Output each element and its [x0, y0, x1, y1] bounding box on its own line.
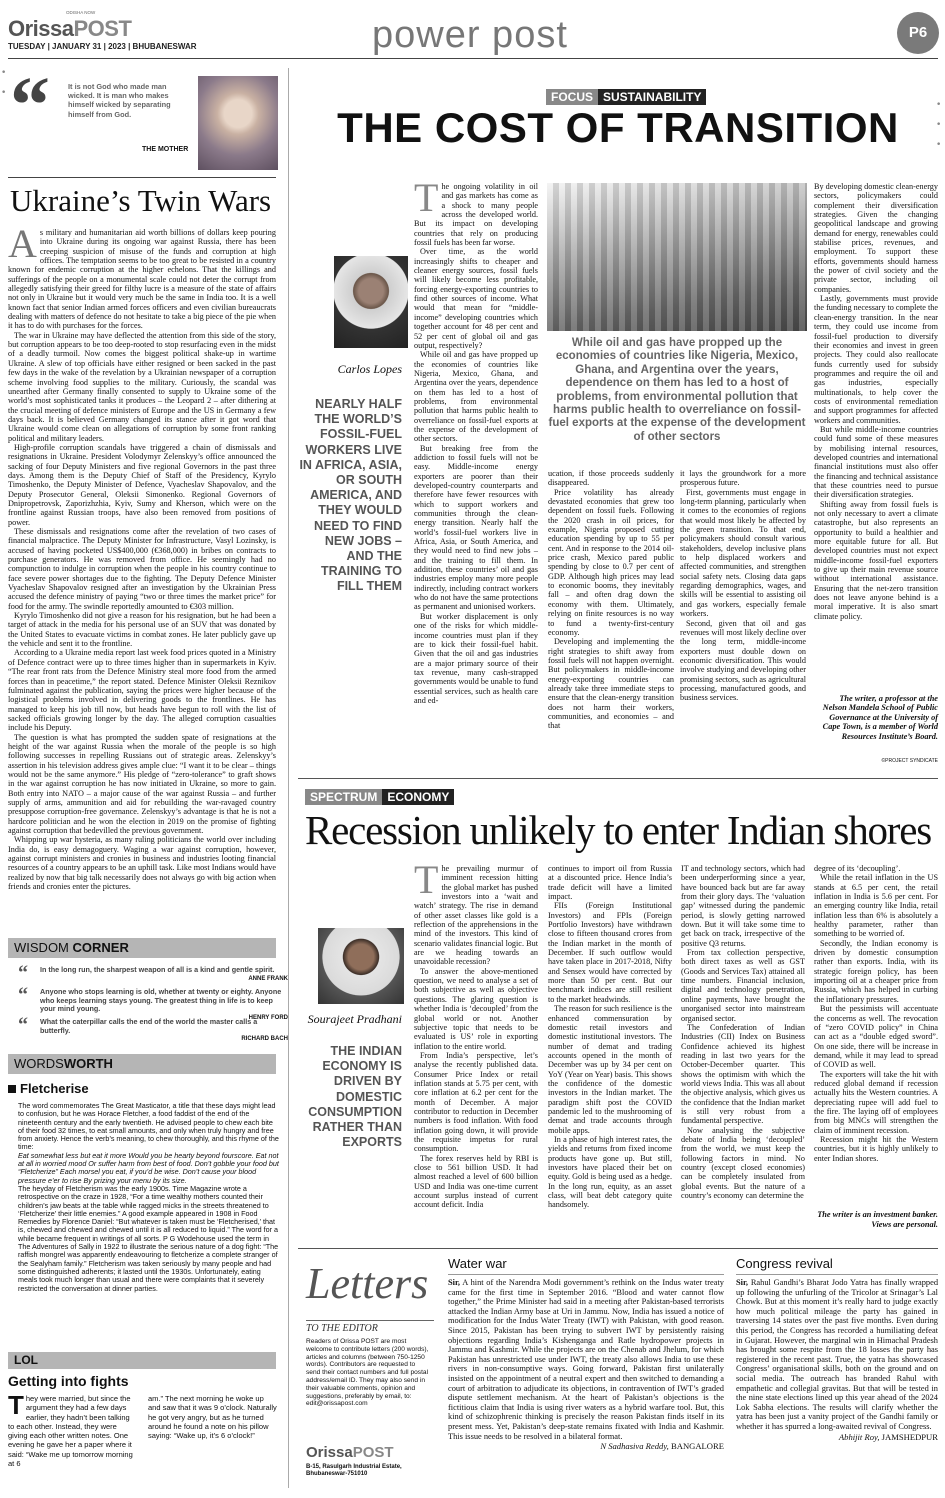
wisdom-quote-text: What the caterpillar calls the end of the world the master calls a butterfly. — [40, 1017, 258, 1035]
letter-signer: N Sadhasiva Reddy, — [600, 1441, 669, 1452]
wisdom-quote-author: RICHARD BACH — [241, 1036, 288, 1043]
focus-dropcap: T — [414, 182, 439, 220]
editorial-paragraph: Kyrylo Timoshenko did not give a reason for his resignation, but he had been a target of attack in the media for his personal use of an SUV that was donated by the United States to evacuate victims in combat zones. He later publicly gave up the vehicle and sent it to the frontline. — [8, 611, 276, 649]
focus-paragraph: Second, given that oil and gas revenues will most likely decline over the long term, middle-income exporters must double down on economic diversification. This would involve studying and developing other promising sectors, such as agricultural processing, manufactured goods, and business services. — [680, 618, 806, 703]
spectrum-col-4 — [814, 864, 938, 1202]
focus-paragraph: Developing and implementing the right strategies to shift away from fossil fuels will not happen overnight. But policymakers in middle-income energy-exporting countries can already take three immediate steps to ensure that the clean-energy transition does not harm their workers, communities, and economies – and that — [548, 637, 674, 731]
focus-paragraph: Price volatility has already devastated economies that grew too dependent on fossil fuels. Following the 2020 crash in oil prices, for example, Nigeria proposed cutting education spending by up to 55 per cent. And in response to the 2014 oil-price crash, Mexico pared public spending by close to 0.7 per cent of GDP. Although high prices may lead to economic booms, they inevitably fall – and often drag down the economy with them. Ultimately, relying on finite resources is no way to fund a twenty-first-century economy. — [548, 487, 674, 637]
letter-water-war — [448, 1256, 724, 1488]
wisdom-quote — [18, 962, 288, 984]
focus-paragraph: it lays the groundwork for a more prosperous future. — [680, 469, 806, 488]
focus-paragraph: But worker displacement is only one of the risks for which middle-income countries must plan if they are to kick their fossil-fuel habit. Given that the oil and gas industries are a major primary source of their tax revenue, many cash-strapped governments would be unable to fund essential services, such as health care and ed- — [414, 611, 538, 705]
masthead-divider — [8, 58, 938, 59]
letters-info: Readers of Orissa POST are most welcome to contribute letters (200 words), articles and columns (between 750-1250 words). Contributors are requested to send their contact numbers and full postal address/email ID. They may also send in their valuable comments, opinion and suggestions, preferably by email, to: edit@orissapost.com — [306, 1338, 429, 1408]
letter-signature — [448, 1441, 724, 1451]
editorial-dropcap: A — [8, 228, 37, 266]
spectrum-kicker-b: ECONOMY — [382, 789, 454, 805]
spectrum-paragraph: From India’s perspective, let’s analyse the recently published data. Consumer Price Index or retail inflation stands at 5.75 per cent, with core inflation at 6.2 per cent for the month of December. A major contributor to reduction in December numbers is food inflation. With food inflation going down, it will provide the requisite impetus for rural consumption. — [414, 1050, 538, 1154]
date-line: TUESDAY | JANUARY 31 | 2023 | BHUBANESWAR — [8, 42, 197, 51]
spectrum-col-1 — [414, 864, 538, 1244]
wordsworth-word-text: Fletcherise — [20, 1081, 89, 1096]
focus-paragraph: While oil and gas have propped up the economies of countries like Nigeria, Mexico, Ghana, and Argentina over the years, dependence on them has led to a host of problems, from environmental pollution that harms public health to overreliance on fossil-fuel exports at the expense of the development of other sectors. — [414, 350, 538, 444]
spectrum-paragraph: The forex reserves held by RBI is close to 561 billion USD. It had almost reached a level of 600 billion USD and India was one-time current account surplus instead of current account deficit. India — [414, 1153, 538, 1210]
carlos-lopes-photo — [334, 256, 408, 348]
editorial-paragraph: Whipping up war hysteria, as many ruling politicians the world over including India do, is easy demagoguery. Waging a war against corruption, however, against corrupt ministers and cronies in business and industries looting financial resources of a country appears to be an uphill task. Like most Indians would have realized by now that big talk necessarily does not always go with big action when friends and cronies enter the pictures. — [8, 835, 276, 892]
letter-place: JAMSHEDPUR — [881, 1431, 938, 1442]
focus-col-2 — [548, 469, 674, 769]
letter-signer: Abhijit Roy, — [838, 1431, 880, 1442]
sourajeet-pradhani-photo — [318, 928, 404, 1004]
masthead-logo[interactable] — [8, 16, 131, 42]
editorial-paragraph: The war in Ukraine may have deflected the attention from this side of the story, but corruption appears to be too deep-rooted to stop resurfacing even in the midst of a deadly turmoil. Now comes the biggest political shake-up in wartime Ukraine. A slew of top officials have either resigned or been sacked in the past few days in the wake of the revelation by a Ukrainian newspaper of a corruption scheme involving food supplies to the military. Curiously, the scandal was unearthed after Germany finally consented to supply to Ukraine some of the world’s most sophisticated tanks it produces – the Leopard 2 – after dithering at the crucial meeting of defence ministers of Europe and the US in Germany a few days back. It is believed Germany changed its stance after it got word that Ukraine would come clean on allegations of corruption by some front ranking political and military leaders. — [8, 330, 276, 443]
wordsworth-title-bold: WORTH — [63, 1056, 113, 1071]
editorial-body — [8, 228, 276, 928]
letters-logo-main: Orissa — [306, 1444, 353, 1461]
lol-dropcap: T — [8, 1394, 24, 1420]
letters-logo — [306, 1444, 394, 1461]
spectrum-paragraph: degree of its ‘decoupling’. — [814, 864, 901, 873]
section-divider — [298, 778, 938, 779]
focus-col-3 — [680, 469, 806, 769]
letters-address: B-15, Rasulgarh Industrial Estate, Bhubaneswar-751010 — [306, 1464, 402, 1478]
wisdom-quote-author: HENRY FORD — [248, 1014, 288, 1021]
wordsworth-body — [18, 1102, 280, 1344]
focus-paragraph: But breaking free from the addiction to fossil fuels will not be easy. Middle-income energy exporters are poorer than their developed-country counterparts and therefore have fewer resources with which to support workers and communities through the clean-energy transition. Nearly half the world’s fossil-fuel workers live in Africa, Asia, or South America, and they would need to find new jobs – and the training to fill them. In addition, these countries’ oil and gas industries employ many more people indirectly, including contract workers who do not have the same protections as permanent and unionised workers. — [414, 443, 538, 612]
wisdom-corner — [8, 962, 288, 1043]
focus-headline: THE COST OF TRANSITION — [337, 104, 899, 151]
letter-salutation: Sir, — [448, 1278, 461, 1287]
letter-title: Water war — [448, 1256, 724, 1275]
wordsworth-title-light: WORDS — [14, 1056, 64, 1071]
wordsworth-text: The word commemorates The Great Masticator, a title that these days might lead to confusion, but he was Horace Fletcher, a food faddist of the end of the nineteenth century and the early twentieth. He advised people to chew each bite of their food 32 times, to eat small amounts, and only when truly hungry and free from anxiety. Hence the verb’s meaning, to chew thoroughly, and this rhyme of the time: — [18, 1102, 279, 1152]
focus-kicker-a: FOCUS — [546, 89, 598, 105]
focus-paragraph: Over time, as the world increasingly shifts to cheaper and cleaner energy sources, fossil fuels will likely become less profitable, forcing energy-exporting countries to find other sources of income. What would that mean for “middle-income” developing countries which together account for 48 per cent and 52 per cent of global oil and gas output, respectively? — [414, 247, 538, 350]
focus-writer-note: The writer, a professor at the Nelson Mandela School of Public Governance at the University of Cape Town, is a member of World Resources Institute’s Board. — [822, 694, 938, 741]
letters-box — [298, 1256, 436, 1488]
editorial-paragraph: High-profile corruption scandals have triggered a chain of dismissals and resignations in Ukraine. President Volodymyr Zelenskyy’s office announced the sacking of four Deputy Ministers and five regional Governors in the past three days. Among them is the Deputy Chief of Staff of the Presidency, Kyrylo Timoshenko, the Deputy Minister of Defence, Vyacheslav Shapovalov, and the Deputy Prosecutor General, Oleksii Simonenko. Regional Governors of Dnipropetrovsk, Zaporizhzhia, Kyiv, Sumy and Kherson, which were on the frontline against Russian troops, have also been removed from positions of power. — [8, 442, 276, 527]
wisdom-quote-text: Anyone who stops learning is old, whether at twenty or eighty. Anyone who keeps learning stays young. The greatest thing in life is to keep your mind young. — [40, 987, 282, 1014]
spectrum-paragraph: FIIs (Foreign Institutional Investors) and FPIs (Foreign Portfolio Investors) have withdrawn close to fifteen thousand crores from the Indian market in the month of December. If such outflow would have taken place in 2017-2018, Nifty and Sensex would have corrected by more than 50 per cent. But our benchmark indices are still resilient to the market headwinds. — [548, 901, 672, 1004]
focus-col-4 — [814, 182, 938, 672]
spectrum-writer-note: The writer is an investment banker. Views are personal. — [817, 1210, 938, 1229]
lol-col-1 — [8, 1394, 138, 1490]
lol-text-2: am.” The next morning he woke up and saw that it was 9 o’clock. Naturally he got very angry, but as he turned around he found a note on his pillow saying: “Wake up, it’s 6 o’clock!” — [148, 1394, 277, 1441]
spectrum-kicker-a: SPECTRUM — [305, 789, 382, 805]
spectrum-paragraph: The exporters will take the hit with reduced global demand if recession actually hits the Western countries. A depreciating rupee will add fuel to the fire. The laying off of employees from big MNCs will strengthen the claim of imminent recession. — [814, 1069, 938, 1135]
wordsworth-header — [8, 1054, 276, 1074]
quote-mark-icon: “ — [18, 962, 28, 984]
wordsworth-word — [8, 1081, 89, 1096]
quote-mark-icon: “ — [10, 62, 50, 150]
wisdom-corner-header — [8, 938, 276, 958]
focus-paragraph: Lastly, governments must provide the funding necessary to complete the clean-energy transition. In the near term, they could use income from fossil-fuel production to diversify their economies and invest in green projects. They could also reallocate funds currently used for subsidy programmes and require the oil and gas industries, especially multinationals, to help cover the costs of environmental remediation and support programmes for affected workers and communities. — [814, 294, 938, 425]
editorial-paragraph: These dismissals and resignations come after the revelation of two cases of financial malpractice. The Deputy Minister for Infrastructure, Vasyl Lozinsky, is accused of having pocketed US$400,000 (€368,000) in bribes on contracts to purchase generators. He was removed from office. He seemingly had no compunction to indulge in corruption when the people in his country continue to face severe power shortages due to the fighting. The Deputy Defence Minister Vyacheslav Shapovalov resigned after an investigation by the Ukrainian Press accused the defence ministry of paying “two or three times the market price” for food for the army. The swindle reportedly amounted to €303 million. — [8, 527, 276, 611]
lol-header — [8, 1352, 276, 1369]
focus-kicker — [546, 86, 706, 105]
quote-author: THE MOTHER — [142, 146, 189, 153]
spectrum-author: Sourajeet Pradhani — [307, 1012, 402, 1026]
focus-paragraph: ucation, if those proceeds suddenly disappeared. — [548, 469, 674, 488]
focus-paragraph: But while middle-income countries could fund some of these measures by mobilising internal resources, developed countries and international financial institutions must also offer the financing and technical assistance that these countries need to pursue their diversification strategies. — [814, 424, 938, 500]
spectrum-headline: Recession unlikely to enter Indian shores — [305, 807, 931, 853]
wisdom-quote-author: ANNE FRANK — [248, 975, 288, 982]
column-divider — [288, 68, 289, 1488]
letters-subtitle: TO THE EDITOR — [306, 1320, 434, 1334]
spectrum-pullquote: THE INDIAN ECONOMY IS DRIVEN BY DOMESTIC CONSUMPTION RATHER THAN EXPORTS — [308, 1044, 402, 1150]
page-number: P6 — [908, 24, 928, 41]
spectrum-paragraph: But the pessimists will accentuate the concerns as well. The revocation of “zero COVID policy” in China can act as a “double edged sword”. On one side, there will be increase in demand, while it may lead to spread of COVID as well. — [814, 1004, 938, 1070]
spectrum-paragraph: he prevailing murmur of imminent recession hitting the global market has pushed investors into a ‘wait and watch’ strategy. The rise in demand of other asset classes like gold is a reflection of the apprehensions in the mind of the investors. This kind of scenario validates financial logic. But are we heading towards an unavoidable recession? — [414, 864, 538, 967]
focus-paragraph: Shifting away from fossil fuels is not only necessary to avert a climate catastrophe, but also represents an opportunity to build a healthier and more equitable future for all. But developed countries must not expect middle-income fossil-fuel exporters to give up their main revenue source without international assistance. Ensuring that the net-zero transition does not leave anyone behind is a moral imperative. It is also smart climate policy. — [814, 499, 938, 621]
lol-label: LOL — [14, 1353, 38, 1367]
spectrum-paragraph: The reason for such resilience is the enhanced commensuration by domestic retail investors and domestic institutional investors. The number of demat and trading accounts opened in the month of December was up by 34 per cent on YoY (Year on Year) basis. This shows the confidence of the domestic investors in the Indian market. The paradigm shift post the COVID pandemic led to the mushrooming of demat and trade accounts through mobile apps. — [548, 1004, 672, 1135]
logo-main: Orissa — [8, 16, 74, 41]
right-edge-marks: • • • — [936, 100, 942, 150]
letter-salutation: Sir, — [736, 1278, 749, 1287]
spectrum-kicker — [305, 786, 454, 805]
editorial-paragraph: s military and humanitarian aid worth billions of dollars keep pouring into Ukraine during its ongoing war against Russia, there has been creeping suspicion of misuse of the funds and corruption at high offices. The temptation seems to be too great to be resisted in a country known for endemic corruption at the higher echelons. That the killings and sufferings of the people on a monumental scale could not deter the corrupt from allegedly satisfying their greed for filthy lucre is a measure of the state of affairs not only in Ukraine but it would very much be the same in India too. It is a well known fact that senior Indian armed forces officers and even civilian bureaucrats dealing with matters of defence do not hesitate to take a big piece of the pie when it has to do with purchases for the forces. — [8, 228, 276, 331]
lol-col-2 — [148, 1394, 278, 1490]
spectrum-paragraph: continues to import oil from Russia at a discounted price. Hence India’s trade deficit will have a limited impact. — [548, 864, 672, 902]
spectrum-paragraph: The Confederation of Indian Industries (CII) Index on Business Confidence achieved its highest reading in last two years for the October-December quarter. This shows the optimism with which the world views India. This was all about the objective analysis, which gives us the confidence that the Indian market is still very robust from a fundamental perspective. — [681, 1022, 805, 1126]
wordsworth-rhyme: Eat somewhat less but eat it more Would you be hearty beyond fourscore. Eat not at all in worried mood Or suffer harm from best of food. Don’t gobble your food but “Fletcherize” Each morsel you eat, if you’d be wise. Don’t cause your blood pressure e’er to rise By prizing your menu by its size. — [18, 1150, 279, 1185]
letter-place: BANGALORE — [671, 1441, 724, 1452]
focus-paragraph: By developing domestic clean-energy sectors, policymakers could complement their diversification strategies. Given the changing geopolitical landscape and growing demand for energy, renewables could stabilise prices, revenues, and employment. To support these efforts, governments should harness the power of civil society and the private sector, including oil companies. — [814, 182, 938, 294]
focus-paragraph: he ongoing volatility in oil and gas markets has come as a shock to many people across the developed world. But its impact on developing countries that rely on producing fossil fuels has been far worse. — [414, 182, 538, 248]
letters-logo-bold: POST — [352, 1444, 394, 1461]
letter-body: A hint of the Narendra Modi government’s rethink on the Indus water treaty came for the first time in September 2016. “Blood and water cannot flow together,” the Prime Minister had said in a meeting after Pakistan-based terrorists attacked the Indian Army base at Uri in Jammu. Now, India has issued a notice of modification for the Indus Water Treaty (IWT) with Pakistan, with good reason. Since 2015, Pakistan has been trying to subvert IWT by persistently raising objections regarding India’s Kishenganga and Ratle hydropower projects in Jammu and Kashmir. While the projects are on the Chenab and Jhelum, for which Pakistan has unrestricted use under IWT, the treaty also allows India to use these rivers in non-consumptive ways. Going forward, Pakistan first unilaterally insisted on the appointment of a neutral expert and then switched to demanding a court of arbitration to adjudicate its objections, in contravention of IWT’s graded dispute settlement mechanism. At the heart of Pakistan’s objections is the fictitious claim that India is using river waters as a hybrid warfare tool. But, this kind of schizophrenic thinking is precisely the reason Pakistan finds itself in its present mess. Yet, Pakistan’s deep-state remains fixated with India and Kashmir. This issue needs to be resolved in a bilateral format. — [448, 1278, 724, 1441]
focus-author: Carlos Lopes — [337, 362, 402, 376]
quote-mark-icon: “ — [18, 984, 28, 1006]
editorial-headline: Ukraine’s Twin Wars — [10, 183, 272, 218]
quote-mark-icon: “ — [18, 1014, 28, 1036]
section-divider — [298, 1248, 938, 1249]
masthead — [0, 0, 945, 62]
letter-congress-revival — [736, 1256, 938, 1488]
letter-body: Rahul Gandhi’s Bharat Jodo Yatra has finally wrapped up following the unfurling of the Tricolor at Srinagar’s Lal Chowk. But at this moment it’s really hard to judge exactly how much political mileage the party has gained in traversing 14 states over the past five months. Even during this period, the Congress has recorded a humiliating defeat in Gujarat. However, the marginal win in Himachal Pradesh has brought some respite from the 18 losses the party has registered in the recent past. True, the yatra has showcased Congress’ organisational skills, both on the ground and on social media. The outreach has branded Rahul with empathetic and collegial gravitas. But that will be tested in the nine state elections lined up this year ahead of the 2024 Lok Sabha elections. The results will clarify whether the yatra has been just a vanity project of the Gandhi family or whether it has spurred a long-awaited revival of Congress. — [736, 1278, 939, 1431]
the-mother-photo — [198, 76, 278, 170]
spectrum-col-2 — [548, 864, 672, 1244]
focus-paragraph: First, governments must engage in long-term planning, particularly when it comes to the economies of regions that would most likely be affected by the green transition. To that end, policymakers should consult various stakeholders, develop inclusive plans to help displaced workers and affected communities, and strengthen social safety nets. Closing data gaps regarding demographics, wages, and skills will be essential to assisting oil and gas workers, especially female workers. — [680, 487, 806, 619]
square-bullet-icon — [8, 1085, 16, 1093]
lol-headline: Getting into fights — [8, 1373, 129, 1389]
quote-divider — [8, 177, 276, 178]
wisdom-quote-text: In the long run, the sharpest weapon of all is a kind and gentle spirit. — [40, 965, 275, 974]
logo-bold: POST — [73, 16, 132, 41]
lol-text-1: hey were married, but since the argument they had a few days earlier, they hadn’t been talking to each other. Instead, they were giving each other written notes. One evening he gave her a paper where it said: “Wake me up tomorrow morning at 6 — [8, 1394, 133, 1469]
spectrum-dropcap: T — [414, 864, 439, 902]
focus-kicker-b: SUSTAINABILITY — [598, 89, 706, 105]
spectrum-paragraph: In a phase of high interest rates, the yields and returns from fixed income products have gone up. But still, investors have placed their bet on equity. Gold is being used as a hedge. In the long run, equity, as an asset class, will beat debt category quite handsomely. — [548, 1134, 672, 1210]
spectrum-paragraph: IT and technology sectors, which had been underperforming since a year, have bounced back but are far away from their glory days. The ‘valuation gap’ witnessed during the pandemic period, is slowly getting narrowed down. But it will take some time to get back on track, irrespective of the positive Q3 returns. — [681, 864, 805, 948]
letter-title: Congress revival — [736, 1256, 938, 1275]
focus-col-1 — [414, 182, 538, 768]
spectrum-paragraph: To answer the above-mentioned question, we need to analyse a set of both subjective as well as objective questions. The glaring question is whether India is ‘decoupled’ from the global world or not. Another subjective topic that needs to be evaluated is US’ role in exporting inflation to the entire world. — [414, 966, 538, 1051]
logo-tag: ODISHA NOW — [66, 10, 96, 15]
editorial-paragraph: According to a Ukraine media report last week food prices quoted in a Ministry of Defence contract were up to three times higher than in supermarkets in Kyiv. “The rear front rats from the Defence Ministry steal more food from the armed forces than in peacetime,” the report stated. Defence Minister Oleksii Reznikov fulminated against the publication, saying the prices were higher because of the logistical problems involved in delivering goods to the frontlines. He has managed to keep his job till now, but heads have begun to roll with the list of sacked officials growing longer by the day. The alleged corruption casualties include his Deputy. — [8, 648, 276, 733]
oil-refinery-photo — [547, 183, 807, 331]
focus-credit: ©PROJECT SYNDICATE — [881, 758, 938, 764]
wisdom-title-light: WISDOM — [14, 940, 69, 955]
wisdom-title-bold: CORNER — [72, 940, 129, 955]
letter-signature — [736, 1432, 938, 1442]
spectrum-paragraph: Secondly, the Indian economy is driven by domestic consumption rather than exports. India, with its strategic foreign policy, has been importing oil at a cheaper price from Russia, which has helped in curbing the inflationary pressures. — [814, 938, 938, 1004]
section-title: power post — [372, 14, 568, 56]
spectrum-paragraph: While the retail inflation in the US stands at 6.5 per cent, the retail inflation in India is 5.6 per cent. For an emerging country like India, retail inflation less than 6% is absolutely a healthy parameter, rather than something to be worried of. — [814, 873, 938, 939]
focus-pullquote: NEARLY HALF THE WORLD’S FOSSIL-FUEL WORKERS LIVE IN AFRICA, ASIA, OR SOUTH AMERICA, AND THEY WOULD NEED TO FIND NEW JOBS – AND THE TRAINING TO FILL THEM — [299, 397, 402, 594]
editorial-paragraph: The question is what has prompted the sudden spate of resignations at the height of the war against Russia when the morale of the people is so high following successes in repelling Russians out of strategic areas. Zelenskyy’s assertion in his television address gives ample clue: “I want it to be clear – things would not be the same anymore.” His pledge of “zero-tolerance” to graft shows in the war against corruption he has now initiated in Ukraine, so more to gain. Both entry into NATO – a major cause of the war against Russia – and further supply of arms, ammunition and aid for rebuilding the war-ravaged country presuppose corruption-free governance. Zelenskyy’s advantage is that he is not a hardcore politician and he won the election in 2019 on the promise of fighting against corruption that bedevilled the previous government. — [8, 732, 276, 835]
photo-caption: While oil and gas have propped up the economies of countries like Nigeria, Mexico, Ghana, and Argentina over the years, dependence on them has led to a host of problems, from environmental pollution that harms public health to overreliance on fossil-fuel exports at the expense of the development of other sectors — [548, 337, 806, 443]
quote-box — [8, 62, 276, 172]
spectrum-paragraph: Now analysing the subjective debate of India being ‘decoupled’ from the world, we must keep the following factors in mind. No country (except closed economies) can be completely insulated from global events. But the nature of a country’s economy can determine the — [681, 1125, 805, 1201]
spectrum-paragraph: From tax collection perspective, both direct taxes as well as GST (Goods and Services Tax) attained all time numbers. Financial inclusion, digital and technology penetration, online payments, have brought the unorganised sector into mainstream organised sector. — [681, 948, 805, 1023]
quote-text: It is not God who made man wicked. It is man who makes himself wicked by separating himself from God. — [68, 82, 171, 119]
page-number-badge — [897, 12, 939, 54]
spectrum-col-3 — [681, 864, 805, 1244]
wordsworth-text-2: The heyday of Fletcherism was the early 1900s. Time Magazine wrote a retrospective on the craze in 1928, “For a time wealthy mothers counted their children’s jaw beats at the table while ragged micks in the streets threatened to ‘Fletcherize’ their little enemies.” A good example appeared in 1908 in Food Remedies by Florence Daniel: “But whatever is taken must be ‘Fletcherised,’ that is, chewed and chewed and chewed until it is all reduced to liquid.” The word for a while became frequent in writings of all sorts. P G Wodehouse used the term in The Adventures of Sally in 1922 to illustrate the serious nature of a dog fight: “The raffish mongrel was apparently endeavouring to fletcherize a complete stranger of the Sealyham family.” Fletcherism was taken seriously by many people and had some distinguished adherents; it lasted until the 1930s. Unfortunately, eating meals took much longer than usual and there were complaints that it severely restricted the conversation at dinner parties. — [18, 1183, 279, 1293]
spectrum-paragraph: Recession might hit the Western countries, but it is highly unlikely to enter Indian shores. — [814, 1134, 938, 1163]
left-edge-marks: • • — [1, 68, 7, 98]
letters-title: Letters — [306, 1259, 429, 1308]
